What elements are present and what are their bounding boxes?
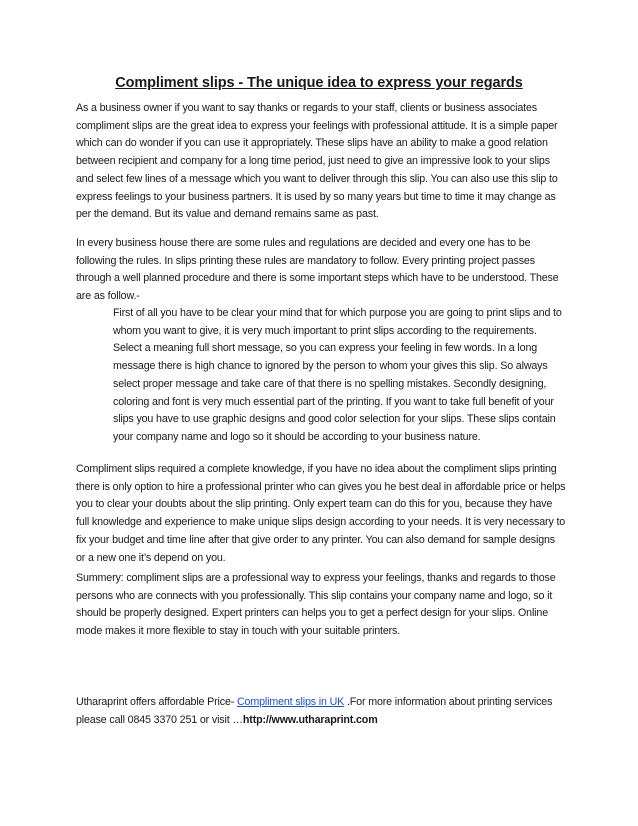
website-url: http://www.utharaprint.com [242, 713, 378, 726]
paragraph-intro: As a business owner if you want to say thanks or regards to your staff, clients or business associates compliment slips are the great idea to express your feelings with professional attitude. It is a simple paper which can do wonder if you can use it appropriately. These slips have an ability to make a good relation between recipient and company for a long time period, just need to give an impressive look to your slips and select few lines of a message which you want to deliver through this slip. You can also use this slip to express feelings to your business partners. It is used by so many years but time to time it may change as per the demand. But its value and demand remains same as past. [76, 102, 558, 221]
paragraph-knowledge: Compliment slips required a complete knowledge, if you have no idea about the compliment slips printing there is only option to hire a professional printer who can gives you he best deal in affordable price or helps you to clear your doubts about the slip printing. Only expert team can do this for you, because they have full knowledge and experience to make unique slips design according to your needs. It is very necessary to fix your budget and time line after that give order to any printer. You can also demand for sample designs or a new one it’s depend on you. [76, 463, 566, 564]
footer-middle: .For more information about printing services please call 0845 3370 251 or visit … [76, 696, 553, 726]
compliment-slips-link[interactable]: Compliment slips in UK [236, 696, 345, 708]
paragraph-rules: In every business house there are some rules and regulations are decided and every one has to be following the rules. In slips printing these rules are mandatory to follow. Every printing project passes through a well planned procedure and there is some important steps which have to be understood. These are as follow.- [76, 237, 559, 303]
footer-prefix: Utharaprint offers affordable Price- [76, 696, 237, 708]
paragraph-summary: Summery: compliment slips are a professional way to express your feelings, thanks and regards to those persons who are connects with you professionally. This slip contains your company name and logo, so it should be properly designed. Expert printers can helps you to get a perfect design for your slips. Online mode makes it more flexible to stay in touch with your suitable printers. [76, 572, 556, 638]
paragraph-indented-steps: First of all you have to be clear your mind that for which purpose you are going to print slips and to whom you want to give, it is very much important to print slips according to the requirements. Select a meaning full short message, so you can express your feeling in few words. In a long message there is high chance to ignored by the person to whom your gives this slip. So always select proper message and take care of that there is no spelling mistakes. Secondly designing, coloring and font is very much essential part of the printing. If you want to take full benefit of your slips you have to use graphic designs and good color selection for your slips. These slips contain your company name and logo so it should be according to your business nature. [113, 307, 562, 443]
document-title: Compliment slips - The unique idea to express your regards [115, 75, 523, 91]
footer-note [76, 694, 566, 729]
